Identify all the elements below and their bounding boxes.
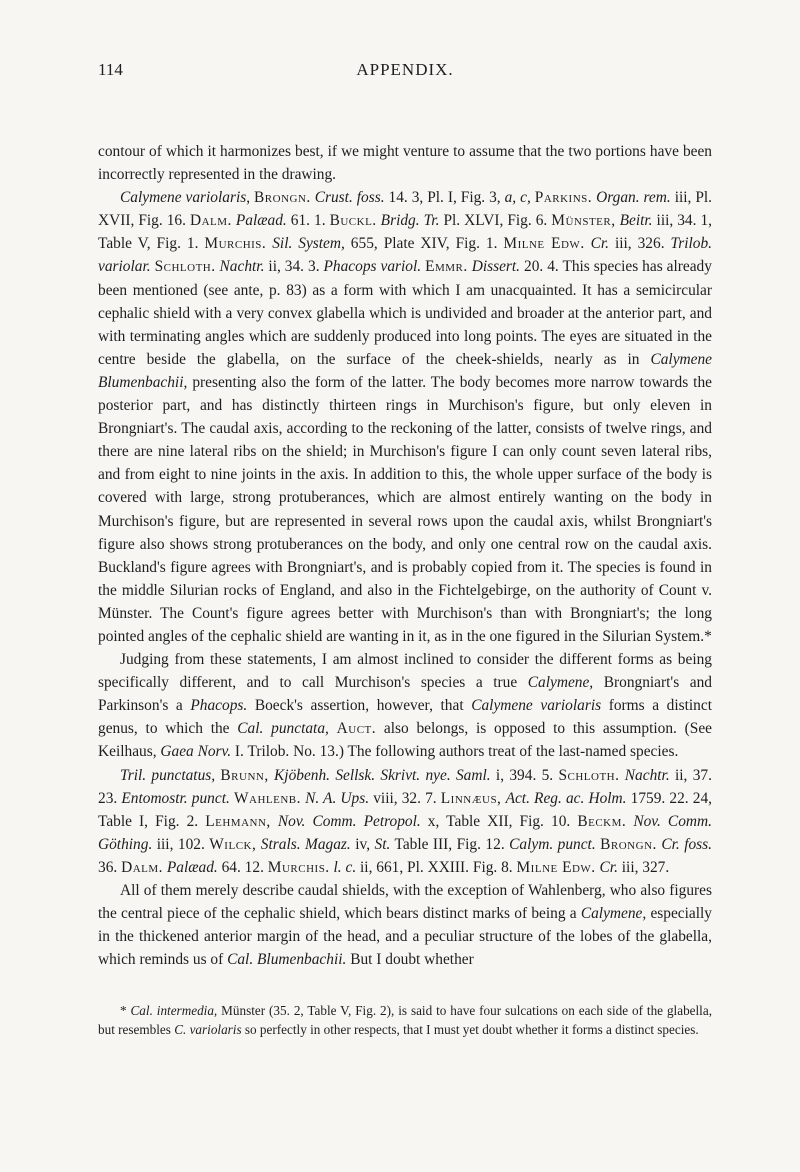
author-name: Schloth. <box>558 766 620 784</box>
author-name: Parkins. <box>534 189 593 207</box>
citation-title: Nachtr. <box>219 258 265 276</box>
author-name: Murchis. <box>267 858 330 876</box>
author-name: Münster, <box>551 212 616 230</box>
citation-title: Palæad. <box>166 858 218 876</box>
paragraph-3: Judging from these statements, I am almost inclined to consider the different forms as being specifically different, and to call Murchison's species a true Calymene, Brongniart's and Parkinson's a Phacops. Boeck's assertion, however, that Calymene variolaris forms a distinct genus, to which the Cal. punctata, Auct. also belongs, is opposed to this assumption. (See Keilhaus, Gaea Norv. I. Trilob. No. 13.) The following authors treat of the last-named species. <box>98 651 712 761</box>
author-name: Wilck, <box>209 835 257 853</box>
citation-title: St. <box>374 835 391 853</box>
paragraph-2: Calymene variolaris, Brongn. Crust. foss. 14. 3, Pl. I, Fig. 3, a, c, Parkins. Organ. rem. iii, Pl. XVII, Fig. 16. Dalm. Palæad. 61. 1. Buckl. Bridg. Tr. Pl. XLVI, Fig. 6. Münster, Beitr. iii, 34. 1, Table V, Fig. 1. Murchis. Sil. System, 655, Plate XIV, Fig. 1. Milne Edw. Cr. iii, 326. Trilob. variolar. Schloth. Nachtr. ii, 34. 3. Phacops variol. Emmr. Dissert. 20. 4. This species has already been mentioned (see ante, p. 83) as a form with which I am unacquainted. It has a semicircular cephalic shield with a very convex glabella which is undivided and broader at the anterior part, and with terminating angles which are suddenly produced into long points. The eyes are situated in the centre beside the glabella, on the surface of the cheek-shields, nearly as in Calymene Blumenbachii, presenting also the form of the latter. The body becomes more narrow towards the posterior part, and has distinctly thirteen rings in Murchison's figure, but only eleven in Brongniart's. The caudal axis, according to the reckoning of the latter, consists of twelve rings, and there are nine lateral ribs on the shield; in Murchison's figure I can only count seven lateral ribs, and from eight to nine joints in the axis. In addition to this, the whole upper surface of the body is covered with large, strong protuberances, which are almost entirely wanting on the body in Murchison's figure, but are represented in several rows upon the caudal axis, whilst Brongniart's figure also shows strong protuberances on the body, and only one central row on the caudal axis. Buckland's figure agrees with Brongniart's, and is probably copied from it. The species is found in the middle Silurian rocks of England, and also in the Fichtelgebirge, on the authority of Count v. Münster. The Count's figure agrees better with Murchison's than with Brongniart's; the long pointed angles of the cephalic shield are wanting in it, as in the one figured in the Silurian System.* <box>98 189 713 645</box>
citation-title: Strals. Magaz. <box>260 835 351 853</box>
citation-title: Palæad. <box>235 212 287 230</box>
species-name: Calymene variolaris <box>120 189 247 207</box>
citation-title: Beitr. <box>619 212 653 230</box>
author-name: Schloth. <box>154 258 216 276</box>
page-number: 114 <box>98 60 123 79</box>
species-name: Cal. Blumenbachii. <box>227 951 347 969</box>
footnote-marker: * <box>120 1003 131 1018</box>
citation-title: Bridg. Tr. <box>380 212 440 230</box>
species-name: Calym. punct. <box>509 835 596 853</box>
author-name: Wahlenb. <box>233 789 301 807</box>
running-title: APPENDIX. <box>356 60 454 79</box>
citation-title: Cr. <box>590 235 610 253</box>
species-name: Phacops variol. <box>323 258 422 276</box>
species-name: Entomostr. punct. <box>121 789 230 807</box>
author-name: Brongn. <box>254 189 311 207</box>
author-name: Milne Edw. <box>516 858 596 876</box>
citation-title: Kjöbenh. Sellsk. Skrivt. nye. Saml. <box>274 766 491 784</box>
species-name: Cal. intermedia, <box>130 1003 218 1018</box>
citation-title: Cr. <box>599 858 618 876</box>
species-name: Calymene, <box>580 905 647 923</box>
citation-title: Act. Reg. ac. Holm. <box>505 789 627 807</box>
citation-title: Nachtr. <box>624 766 670 784</box>
species-name: Calymene, <box>527 674 594 692</box>
author-name: Milne Edw. <box>503 235 585 253</box>
citation-title: Nov. Comm. Göthing. <box>98 812 712 853</box>
citation-title: Cr. foss. <box>661 835 712 853</box>
species-name: Calymene variolaris <box>471 697 602 715</box>
citation-title: Crust. foss. <box>314 189 385 207</box>
citation-title: N. A. Ups. <box>305 789 370 807</box>
author-name: Brongn. <box>600 835 657 853</box>
citation-title: Organ. rem. <box>596 189 671 207</box>
text-span: contour of which it harmonizes best, if we might venture to assume that the two portions have been incorrectly represented in the drawing. <box>98 143 712 184</box>
author-name: Murchis. <box>204 235 267 253</box>
page-header <box>98 60 712 82</box>
author-name: Linnæus, <box>440 789 502 807</box>
author-name: Buckl. <box>329 212 377 230</box>
citation-title: Dissert. <box>471 258 521 276</box>
paragraph-1 <box>98 140 712 186</box>
author-name: Lehmann, <box>205 812 271 830</box>
paragraph-5: All of them merely describe caudal shields, with the exception of Wahlenberg, who also figures the central piece of the cephalic shield, which bears distinct marks of being a Calymene, especially in the thickened anterior margin of the head, and a peculiar structure of the lobes of the glabella, which reminds us of Cal. Blumenbachii. But I doubt whether <box>98 882 712 969</box>
species-name: Cal. punctata, <box>237 720 329 738</box>
author-name: Auct. <box>336 720 377 738</box>
citation-title: l. c. <box>333 858 357 876</box>
species-name: Calymene Blumenbachii, <box>98 350 712 391</box>
citation-title: Gaea Norv. <box>160 743 232 761</box>
author-name: Beckm. <box>577 812 627 830</box>
species-name: Tril. punctatus, <box>120 766 216 784</box>
author-name: Emmr. <box>425 258 468 276</box>
body-text <box>98 140 712 971</box>
citation-title: Sil. System, <box>272 235 345 253</box>
footnote-text: * Cal. intermedia, Münster (35. 2, Table V, Fig. 2), is said to have four sulcations on each side of the glabella, but resembles C. variolaris so perfectly in other respects, that I must yet doubt whether it forms a distinct species. <box>98 1003 712 1038</box>
author-name: Brunn, <box>220 766 269 784</box>
species-name: C. variolaris <box>174 1022 242 1038</box>
author-name: Dalm. <box>189 212 232 230</box>
author-name: Dalm. <box>121 858 163 876</box>
species-name: Phacops. <box>190 697 248 715</box>
paragraph-4: Tril. punctatus, Brunn, Kjöbenh. Sellsk. Skrivt. nye. Saml. i, 394. 5. Schloth. Nachtr. ii, 37. 23. Entomostr. punct. Wahlenb. N. A. Ups. viii, 32. 7. Linnæus, Act. Reg. ac. Holm. 1759. 22. 24, Table I, Fig. 2. Lehmann, Nov. Comm. Petropol. x, Table XII, Fig. 10. Beckm. Nov. Comm. Göthing. iii, 102. Wilck, Strals. Magaz. iv, St. Table III, Fig. 12. Calym. punct. Brongn. Cr. foss. 36. Dalm. Palæad. 64. 12. Murchis. l. c. ii, 661, Pl. XXIII. Fig. 8. Milne Edw. Cr. iii, 327. <box>98 766 712 876</box>
footnote <box>98 1001 712 1039</box>
species-name: Trilob. variolar. <box>98 235 712 276</box>
citation-title: Nov. Comm. Petropol. <box>277 812 421 830</box>
